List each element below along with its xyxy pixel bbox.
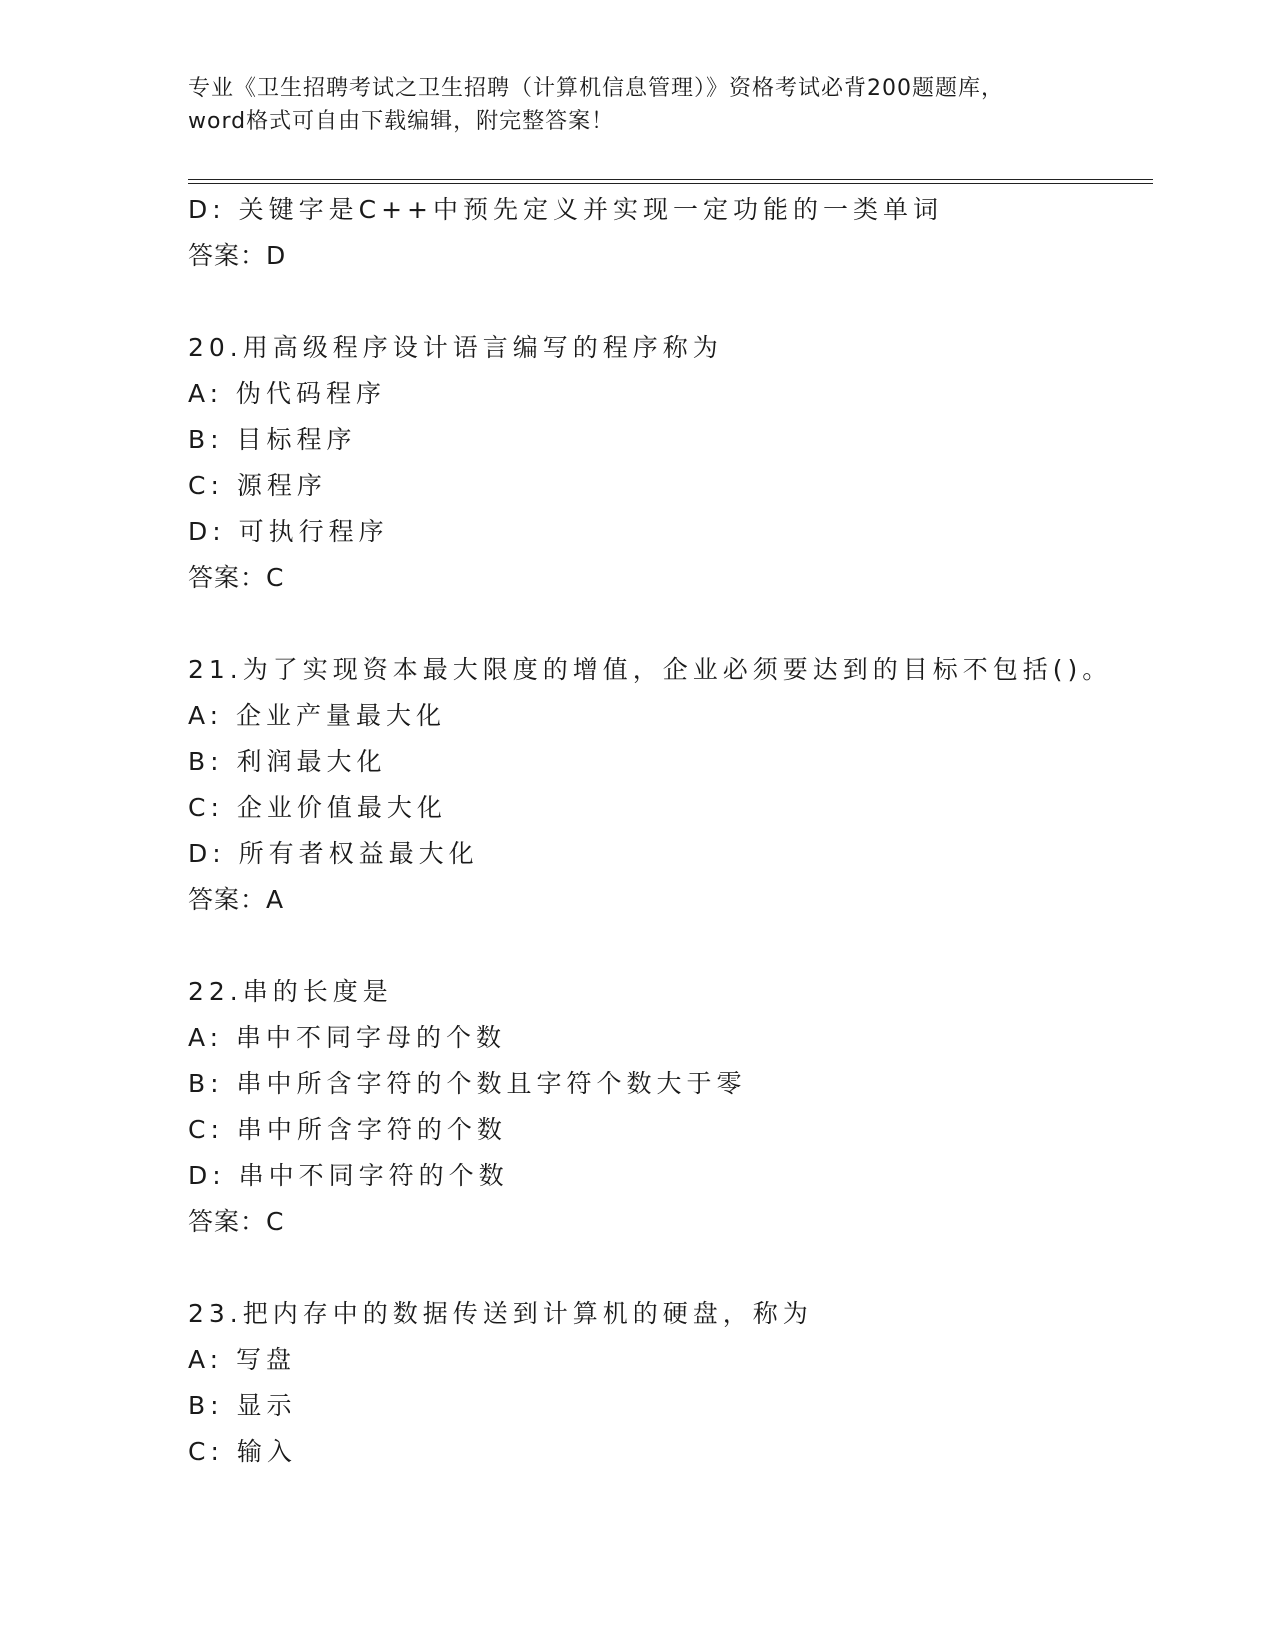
option-c: C: 企业价值最大化: [188, 793, 447, 822]
option-b: B: 目标程序: [188, 425, 357, 454]
option-d: D: 所有者权益最大化: [188, 839, 479, 868]
question-23: [188, 1291, 1168, 1475]
option-c: C: 输入: [188, 1437, 297, 1466]
option-a: A: 企业产量最大化: [188, 701, 447, 730]
spacer: [188, 279, 1168, 325]
header-rule-bottom: [188, 183, 1153, 184]
previous-question-tail: [188, 187, 1168, 279]
question-stem: 22.串的长度是: [188, 977, 393, 1006]
question-22: [188, 969, 1168, 1245]
question-stem: 23.把内存中的数据传送到计算机的硬盘，称为: [188, 1299, 813, 1328]
header-rule-top: [188, 179, 1153, 180]
option-a: A: 串中不同字母的个数: [188, 1023, 507, 1052]
header-title-line-1: 专业《卫生招聘考试之卫生招聘（计算机信息管理）》资格考试必背200题题库，: [188, 76, 1004, 101]
option-d: D: 关键字是C++中预先定义并实现一定功能的一类单词: [188, 195, 943, 224]
question-20: [188, 325, 1168, 601]
header-title-line-2: word格式可自由下载编辑，附完整答案！: [188, 109, 615, 134]
answer-line: 答案：A: [188, 885, 285, 914]
option-b: B: 串中所含字符的个数且字符个数大于零: [188, 1069, 747, 1098]
spacer: [188, 923, 1168, 969]
option-c: C: 串中所含字符的个数: [188, 1115, 507, 1144]
answer-line: 答案：C: [188, 1207, 285, 1236]
option-b: B: 显示: [188, 1391, 297, 1420]
question-21: [188, 647, 1168, 923]
answer-line: 答案：C: [188, 563, 285, 592]
question-list: [188, 187, 1168, 1475]
spacer: [188, 1245, 1168, 1291]
answer-line: 答案：D: [188, 241, 287, 270]
spacer: [188, 601, 1168, 647]
option-c: C: 源程序: [188, 471, 327, 500]
option-b: B: 利润最大化: [188, 747, 387, 776]
option-a: A: 写盘: [188, 1345, 297, 1374]
option-a: A: 伪代码程序: [188, 379, 387, 408]
document-header: [188, 72, 1088, 138]
question-stem: 20.用高级程序设计语言编写的程序称为: [188, 333, 723, 362]
option-d: D: 串中不同字符的个数: [188, 1161, 509, 1190]
option-d: D: 可执行程序: [188, 517, 389, 546]
question-stem: 21.为了实现资本最大限度的增值，企业必须要达到的目标不包括()。: [188, 655, 1113, 684]
